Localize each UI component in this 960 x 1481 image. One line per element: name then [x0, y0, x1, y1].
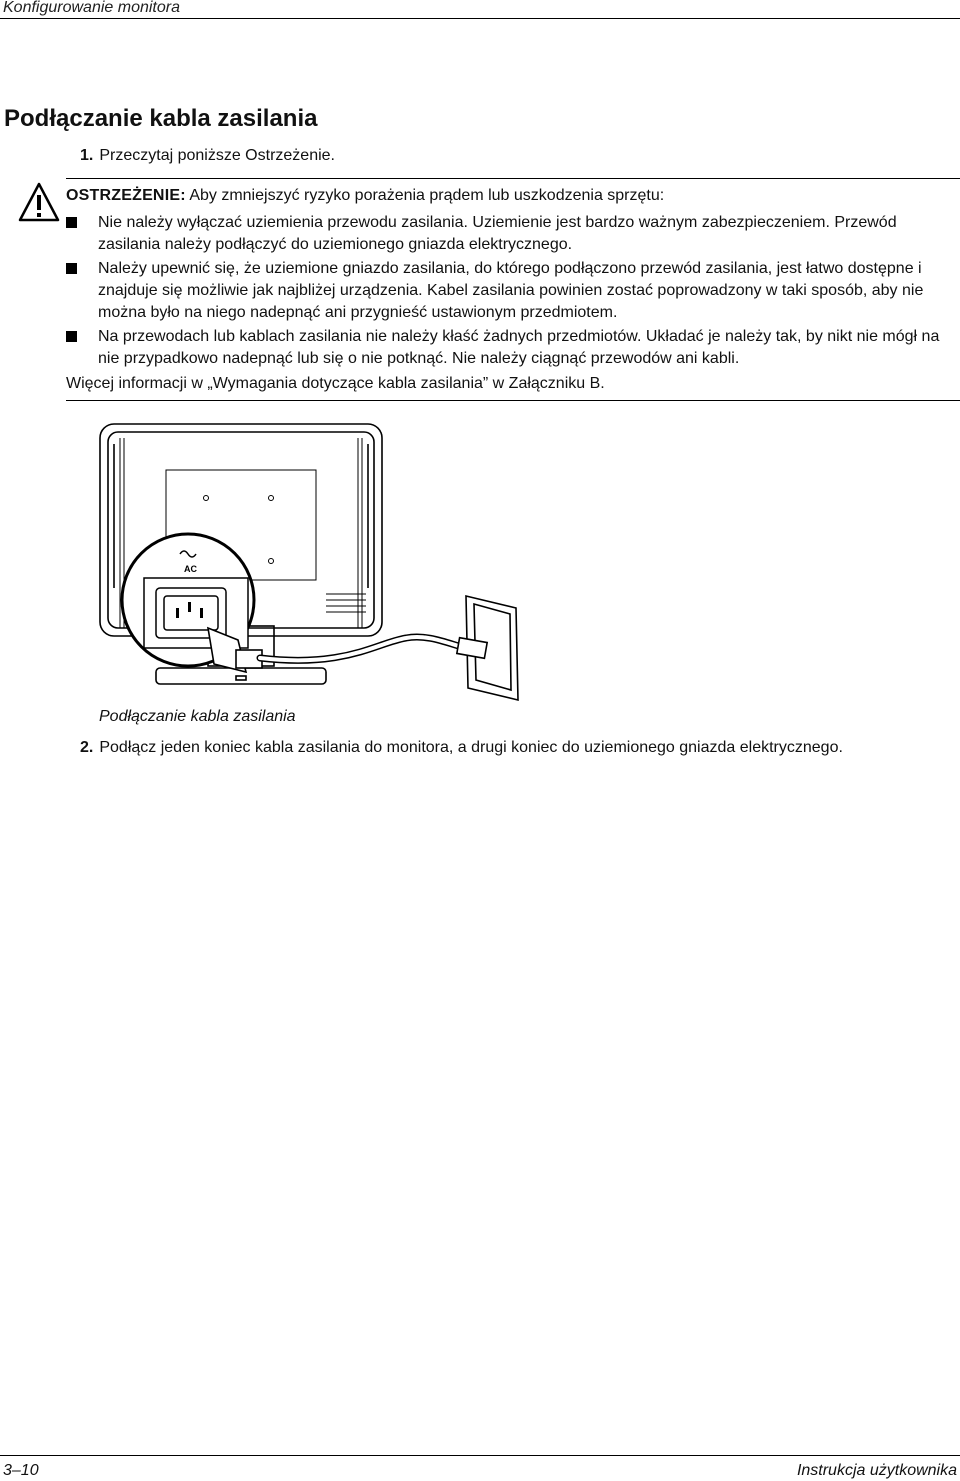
bullet-square-icon	[66, 263, 77, 274]
warning-label: OSTRZEŻENIE:	[66, 187, 186, 204]
header-rule	[0, 18, 960, 19]
ac-label: AC	[184, 564, 197, 574]
document-title: Instrukcja użytkownika	[796, 1462, 957, 1479]
page-number: 3–10	[3, 1462, 39, 1479]
bullet-square-icon	[66, 217, 77, 228]
bullet-square-icon	[66, 331, 77, 342]
running-header: Konfigurowanie monitora	[3, 0, 180, 16]
warning-title	[66, 186, 664, 206]
warning-triangle-icon	[18, 182, 60, 222]
step-2-text: Podłącz jeden koniec kabla zasilania do monitora, a drugi koniec do uziemionego gniazda elektrycznego.	[99, 739, 843, 756]
more-info-text: Więcej informacji w „Wymagania dotyczące kabla zasilania” w Załączniku B.	[66, 375, 605, 392]
warning-item: Należy upewnić się, że uziemione gniazdo zasilania, do którego podłączono przewód zasilania, jest łatwo dostępne i znajduje się możliwie jak najbliżej urządzenia. Kabel zasilania powinien zostać poprowadzony w taki sposób, aby nie można było na niego nadepnąć ani przygnieść ustawionym przedmiotem.	[66, 258, 946, 324]
power-cable-illustration	[96, 418, 530, 704]
footer-rule	[0, 1455, 960, 1456]
warning-list	[66, 212, 946, 372]
warning-item: Na przewodach lub kablach zasilania nie należy kłaść żadnych przedmiotów. Układać je należy tak, by nikt nie mógł na nie przypadkowo nadepnąć lub się o nie potknąć. Nie należy ciągnąć przewodów ani kabli.	[66, 326, 946, 370]
warning-top-rule	[66, 178, 960, 179]
step-1-text: Przeczytaj poniższe Ostrzeżenie.	[99, 147, 335, 164]
warning-item: Nie należy wyłączać uziemienia przewodu zasilania. Uziemienie jest bardzo ważnym zabezpieczeniem. Przewód zasilania należy podłączyć do uziemionego gniazda elektrycznego.	[66, 212, 946, 256]
warning-bottom-rule	[66, 400, 960, 401]
figure-caption: Podłączanie kabla zasilania	[99, 708, 296, 725]
step-1	[80, 146, 335, 166]
warning-intro: Aby zmniejszyć ryzyko porażenia prądem lub uszkodzenia sprzętu:	[189, 187, 665, 204]
step-1-number: 1.	[80, 147, 94, 164]
step-2	[80, 738, 843, 758]
section-heading: Podłączanie kabla zasilania	[4, 105, 318, 132]
step-2-number: 2.	[80, 739, 94, 756]
